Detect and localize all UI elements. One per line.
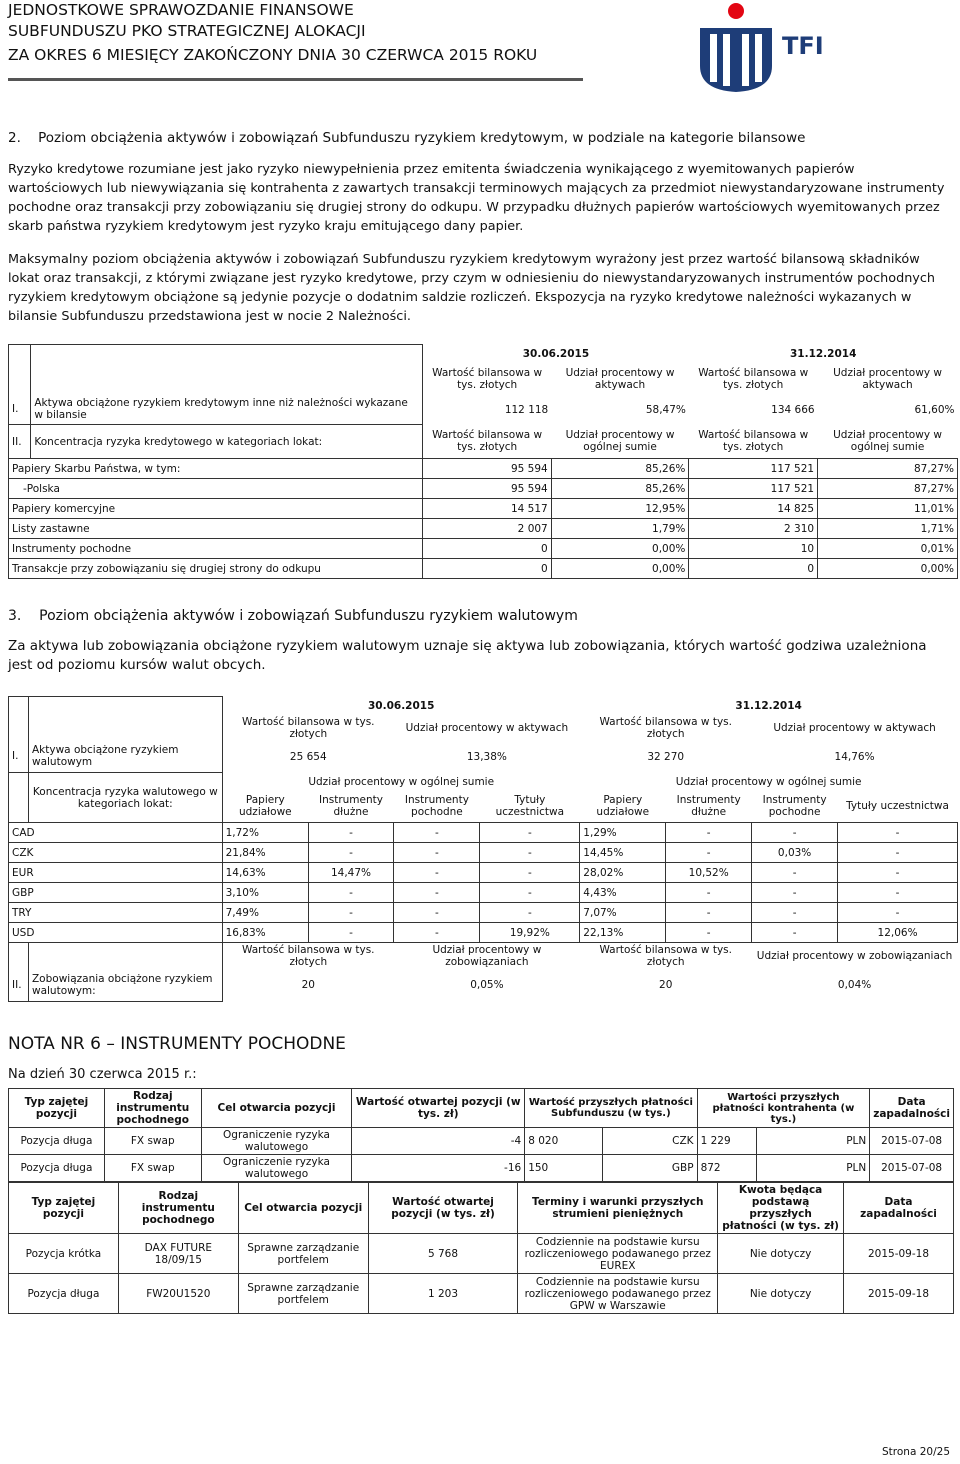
cell: - (394, 843, 480, 863)
cell: FW20U1520 (118, 1274, 238, 1314)
header-pct-total-2: Udział procentowy w ogólnej sumie (675, 775, 862, 788)
table-row (9, 1234, 954, 1274)
derivatives-table-2 (8, 1182, 954, 1314)
table-row (9, 559, 958, 579)
date-col-1: 30.06.2015 (367, 699, 435, 712)
cell: 85,26% (551, 459, 689, 479)
table-row (9, 923, 958, 943)
table-row (9, 1274, 954, 1314)
header-pct-total-2: Udział procentowy w ogólnej sumie (833, 429, 942, 454)
col-header: Papiery udziałowe (596, 794, 650, 819)
cell: 2015-07-08 (870, 1128, 954, 1155)
col-header: Wartość otwartej pozycji (w tys. zł) (368, 1183, 518, 1234)
brand-tfi: TFI (782, 32, 824, 60)
cell: Pozycja długa (9, 1274, 119, 1314)
cell: 87,27% (818, 479, 958, 499)
cell: - (394, 883, 480, 903)
note-6-title: NOTA NR 6 – INSTRUMENTY POCHODNE (8, 1034, 346, 1054)
cell: Sprawne zarządzanie portfelem (238, 1274, 368, 1314)
cell: 5 768 (368, 1234, 518, 1274)
cell: -4 (352, 1128, 525, 1155)
cell: 21,84% (222, 843, 308, 863)
header-value: Wartość bilansowa w tys. złotych (242, 715, 375, 740)
header-value-2: Wartość bilansowa w tys. złotych (698, 366, 809, 391)
cell-value: 20 (659, 979, 673, 991)
cell: - (838, 883, 958, 903)
row-label: Aktywa obciążone ryzykiem walutowym (28, 741, 222, 773)
col-header: Data zapadalności (844, 1183, 954, 1234)
col-header: Typ zajętej pozycji (9, 1089, 105, 1128)
cell: - (308, 903, 394, 923)
cell: GBP (9, 883, 223, 903)
col-header: Rodzaj instrumentu pochodnego (118, 1183, 238, 1234)
cell: 0,01% (818, 539, 958, 559)
section-3-title (8, 608, 952, 624)
cell: Ograniczenie ryzyka walutowego (201, 1155, 352, 1182)
col-header: Instrumenty pochodne (404, 794, 469, 819)
row-label: Papiery komercyjne (9, 499, 423, 519)
cell: Codziennie na podstawie kursu rozliczeniowego podawanego przez EUREX (518, 1234, 718, 1274)
cell: 0,00% (551, 559, 689, 579)
cell: 14 517 (423, 499, 552, 519)
derivatives-table-1 (8, 1088, 954, 1182)
table-row (9, 843, 958, 863)
cell: 117 521 (689, 479, 818, 499)
cell: 87,27% (818, 459, 958, 479)
cell: - (666, 843, 752, 863)
cell: DAX FUTURE 18/09/15 (118, 1234, 238, 1274)
cell: 0,00% (818, 559, 958, 579)
cell: 2 007 (423, 519, 552, 539)
section-3-title-text: Poziom obciążenia aktywów i zobowiązań Subfunduszu ryzykiem walutowym (39, 608, 578, 624)
row-label: Aktywa obciążone ryzykiem kredytowym inne niż należności wykazane w bilansie (31, 395, 423, 425)
date-col-2: 31.12.2014 (789, 347, 857, 360)
col-header: Instrumenty pochodne (762, 794, 827, 819)
cell: 85,26% (551, 479, 689, 499)
cell: 19,92% (480, 923, 580, 943)
cell: 22,13% (580, 923, 666, 943)
header-pct-assets: Udział procentowy w aktywach (405, 721, 569, 734)
cell: Ograniczenie ryzyka walutowego (201, 1128, 352, 1155)
header-rule (8, 78, 583, 81)
row-label: Papiery Skarbu Państwa, w tym: (9, 459, 423, 479)
cell: 11,01% (818, 499, 958, 519)
table-row (9, 539, 958, 559)
cell: 1 229 (697, 1128, 757, 1155)
cell: 10,52% (666, 863, 752, 883)
cell: 1,72% (222, 823, 308, 843)
table-row (9, 863, 958, 883)
header-line-2: SUBFUNDUSZU PKO STRATEGICZNEJ ALOKACJI (8, 22, 366, 40)
cell: CAD (9, 823, 223, 843)
cell: 1,71% (818, 519, 958, 539)
header-pct-assets-2: Udział procentowy w aktywach (833, 366, 942, 391)
cell: 1 203 (368, 1274, 518, 1314)
header-value-2: Wartość bilansowa w tys. złotych (599, 944, 732, 968)
cell: 872 (697, 1155, 757, 1182)
cell: - (394, 823, 480, 843)
header-pct-liab-2: Udział procentowy w zobowiązaniach (756, 950, 953, 962)
cell-value: 32 270 (647, 750, 685, 763)
cell: - (838, 863, 958, 883)
cell: 1,79% (551, 519, 689, 539)
cell: 16,83% (222, 923, 308, 943)
col-header: Cel otwarcia pozycji (201, 1089, 352, 1128)
cell: CZK (602, 1128, 697, 1155)
cell: Pozycja długa (9, 1155, 105, 1182)
section-2-title-text: Poziom obciążenia aktywów i zobowiązań Subfunduszu ryzykiem kredytowym, w podziale na kategorie bilansowe (38, 130, 806, 146)
cell: EUR (9, 863, 223, 883)
cell: Sprawne zarządzanie portfelem (238, 1234, 368, 1274)
col-header: Wartości przyszłych płatności kontrahenta (w tys.) (697, 1089, 870, 1128)
cell: 14,63% (222, 863, 308, 883)
cell: 7,07% (580, 903, 666, 923)
header-pct-liab: Udział procentowy w zobowiązaniach (432, 944, 542, 968)
col-header: Wartość otwartej pozycji (w tys. zł) (352, 1089, 525, 1128)
cell: - (480, 903, 580, 923)
col-header: Terminy i warunki przyszłych strumieni pieniężnych (518, 1183, 718, 1234)
cell: 14 825 (689, 499, 818, 519)
header-value: Wartość bilansowa w tys. złotych (432, 366, 543, 391)
col-header: Kwota będąca podstawą przyszłych płatności (w tys. zł) (718, 1183, 844, 1234)
row-number: I. (9, 395, 31, 425)
cell: 14,47% (308, 863, 394, 883)
table-row (9, 903, 958, 923)
cell: - (480, 823, 580, 843)
cell-pct: 61,60% (914, 403, 955, 416)
cell: - (752, 903, 838, 923)
note-6-date: Na dzień 30 czerwca 2015 r.: (8, 1067, 197, 1082)
cell: - (752, 863, 838, 883)
cell: -16 (352, 1155, 525, 1182)
row-label: -Polska (9, 479, 423, 499)
cell: 0,00% (551, 539, 689, 559)
section-3-number: 3. (8, 608, 22, 624)
cell: - (308, 883, 394, 903)
cell: - (308, 923, 394, 943)
cell-pct: 0,04% (837, 979, 872, 991)
cell: 0,03% (752, 843, 838, 863)
cell: 0 (423, 539, 552, 559)
col-header: Instrumenty dłużne (318, 794, 383, 819)
cell: USD (9, 923, 223, 943)
cell: 2 310 (689, 519, 818, 539)
cell: 2015-09-18 (844, 1234, 954, 1274)
cell-pct: 13,38% (466, 750, 507, 763)
row-label: Zobowiązania obciążone ryzykiem walutowym: (28, 969, 222, 1001)
cell: Nie dotyczy (718, 1274, 844, 1314)
cell-pct: 58,47% (645, 403, 686, 416)
cell: 12,95% (551, 499, 689, 519)
row-label: Instrumenty pochodne (9, 539, 423, 559)
col-header: Data zapadalności (870, 1089, 954, 1128)
report-header (8, 0, 583, 66)
header-value: Wartość bilansowa w tys. złotych (432, 429, 543, 454)
cell: - (394, 923, 480, 943)
cell: FX swap (104, 1155, 201, 1182)
cell: 0 (423, 559, 552, 579)
page-number: Strona 20/25 (882, 1446, 950, 1458)
cell: 12,06% (838, 923, 958, 943)
cell: Pozycja krótka (9, 1234, 119, 1274)
cell-value: 20 (301, 979, 315, 991)
row-label: Transakcje przy zobowiązaniu się drugiej strony do odkupu (9, 559, 423, 579)
cell: 8 020 (525, 1128, 602, 1155)
table-row (9, 479, 958, 499)
concentration-label: Koncentracja ryzyka walutowego w kategoriach lokat: (28, 773, 222, 823)
cell-value: 134 666 (771, 403, 815, 416)
cell: - (752, 823, 838, 843)
col-header: Rodzaj instrumentu pochodnego (104, 1089, 201, 1128)
section-2-paragraph-1: Ryzyko kredytowe rozumiane jest jako ryzyko niewypełnienia przez emitenta świadczenia wynikającego z wyemitowanych papierów wartościowych lub niewywiązania się kontrahenta z zawartych transakcji terminowych mających za przedmiot niewystandaryzowane instrumenty pochodne oraz transakcji przy zobowiązaniu się drugiej strony do odkupu. W przypadku dłużnych papierów wartościowych wyemitowanych przez skarb państwa ryzykiem kredytowym jest ryzyko kraju emitującego dany papier. (8, 162, 945, 234)
row-number: II. (9, 425, 31, 459)
cell: - (308, 843, 394, 863)
cell: 1,29% (580, 823, 666, 843)
section-2-paragraph-2: Maksymalny poziom obciążenia aktywów i zobowiązań Subfunduszu ryzykiem kredytowym wyrażony jest przez wartość bilansową składników lokat oraz transakcji, z którymi związane jest ryzyko kredytowe, przy czym w odniesieniu do niewystandaryzowanych instrumentów pochodnych ryzykiem kredytowym obciążone są jedynie pozycje o dodatnim saldzie rozliczeń. Ekspozycja na ryzyko kredytowe należności wykazanych w bilansie Subfunduszu przedstawiona jest w nocie 2 Należności. (8, 252, 936, 324)
table-row (9, 883, 958, 903)
table-row (9, 1128, 954, 1155)
fx-risk-table (8, 696, 958, 1002)
cell: FX swap (104, 1128, 201, 1155)
row-label: Koncentracja ryzyka kredytowego w kategoriach lokat: (31, 425, 423, 459)
pko-logo-icon (696, 2, 776, 94)
credit-risk-table (8, 344, 958, 579)
row-label: Listy zastawne (9, 519, 423, 539)
header-pct-assets-2: Udział procentowy w aktywach (773, 721, 936, 734)
section-2-title (8, 130, 952, 146)
cell: - (666, 883, 752, 903)
cell-value: 25 654 (289, 750, 327, 763)
cell: - (838, 843, 958, 863)
cell: - (480, 843, 580, 863)
cell: 117 521 (689, 459, 818, 479)
table-row (9, 459, 958, 479)
col-header: Instrumenty dłużne (676, 794, 741, 819)
cell: - (666, 923, 752, 943)
table-row (9, 519, 958, 539)
cell: - (752, 883, 838, 903)
row-number: II. (9, 969, 29, 1001)
header-pct-total: Udział procentowy w ogólnej sumie (565, 429, 675, 454)
col-header: Tytuły uczestnictwa (846, 800, 949, 813)
cell: - (666, 903, 752, 923)
cell: PLN (757, 1155, 870, 1182)
col-header: Wartość przyszłych płatności Subfunduszu (w tys.) (525, 1089, 697, 1128)
cell: - (480, 863, 580, 883)
cell: 95 594 (423, 479, 552, 499)
cell: Codziennie na podstawie kursu rozliczeniowego podawanego przez GPW w Warszawie (518, 1274, 718, 1314)
cell: CZK (9, 843, 223, 863)
cell: TRY (9, 903, 223, 923)
table-row (9, 823, 958, 843)
cell-pct: 0,05% (470, 979, 504, 991)
header-line-1: JEDNOSTKOWE SPRAWOZDANIE FINANSOWE (8, 1, 354, 19)
cell: - (394, 863, 480, 883)
col-header: Cel otwarcia pozycji (238, 1183, 368, 1234)
cell-value: 112 118 (504, 403, 549, 416)
date-col-2: 31.12.2014 (735, 699, 802, 712)
col-header: Tytuły uczestnictwa (495, 794, 565, 819)
cell: - (480, 883, 580, 903)
header-pct-total: Udział procentowy w ogólnej sumie (308, 775, 495, 788)
date-col-1: 30.06.2015 (522, 347, 590, 360)
cell: 95 594 (423, 459, 552, 479)
cell: - (666, 823, 752, 843)
cell: 28,02% (580, 863, 666, 883)
cell: 10 (689, 539, 818, 559)
cell: 0 (689, 559, 818, 579)
cell: - (838, 903, 958, 923)
header-line-3: ZA OKRES 6 MIESIĘCY ZAKOŃCZONY DNIA 30 CZERWCA 2015 ROKU (8, 46, 538, 64)
cell: - (838, 823, 958, 843)
cell: 7,49% (222, 903, 308, 923)
header-pct-assets: Udział procentowy w aktywach (565, 366, 675, 391)
header-value: Wartość bilansowa w tys. złotych (242, 944, 375, 968)
cell: 2015-07-08 (870, 1155, 954, 1182)
cell: - (308, 823, 394, 843)
section-2-number: 2. (8, 130, 21, 146)
cell: GBP (602, 1155, 697, 1182)
cell: 150 (525, 1155, 602, 1182)
col-header: Papiery udziałowe (238, 794, 292, 819)
table-row (9, 1155, 954, 1182)
section-3-paragraph: Za aktywa lub zobowiązania obciążone ryzykiem walutowym uznaje się aktywa lub zobowiązania, których wartość godziwa uzależniona jest od poziomu kursów walut obcych. (8, 638, 927, 673)
table-row (9, 499, 958, 519)
cell-pct: 14,76% (834, 750, 875, 763)
cell: 14,45% (580, 843, 666, 863)
cell: - (752, 923, 838, 943)
col-header: Typ zajętej pozycji (9, 1183, 119, 1234)
row-number: I. (9, 741, 29, 773)
cell: 4,43% (580, 883, 666, 903)
cell: PLN (757, 1128, 870, 1155)
cell: - (394, 903, 480, 923)
header-value-2: Wartość bilansowa w tys. złotych (698, 429, 809, 454)
header-value-2: Wartość bilansowa w tys. złotych (599, 715, 732, 740)
cell: Pozycja długa (9, 1128, 105, 1155)
cell: 2015-09-18 (844, 1274, 954, 1314)
cell: 3,10% (222, 883, 308, 903)
cell: Nie dotyczy (718, 1234, 844, 1274)
